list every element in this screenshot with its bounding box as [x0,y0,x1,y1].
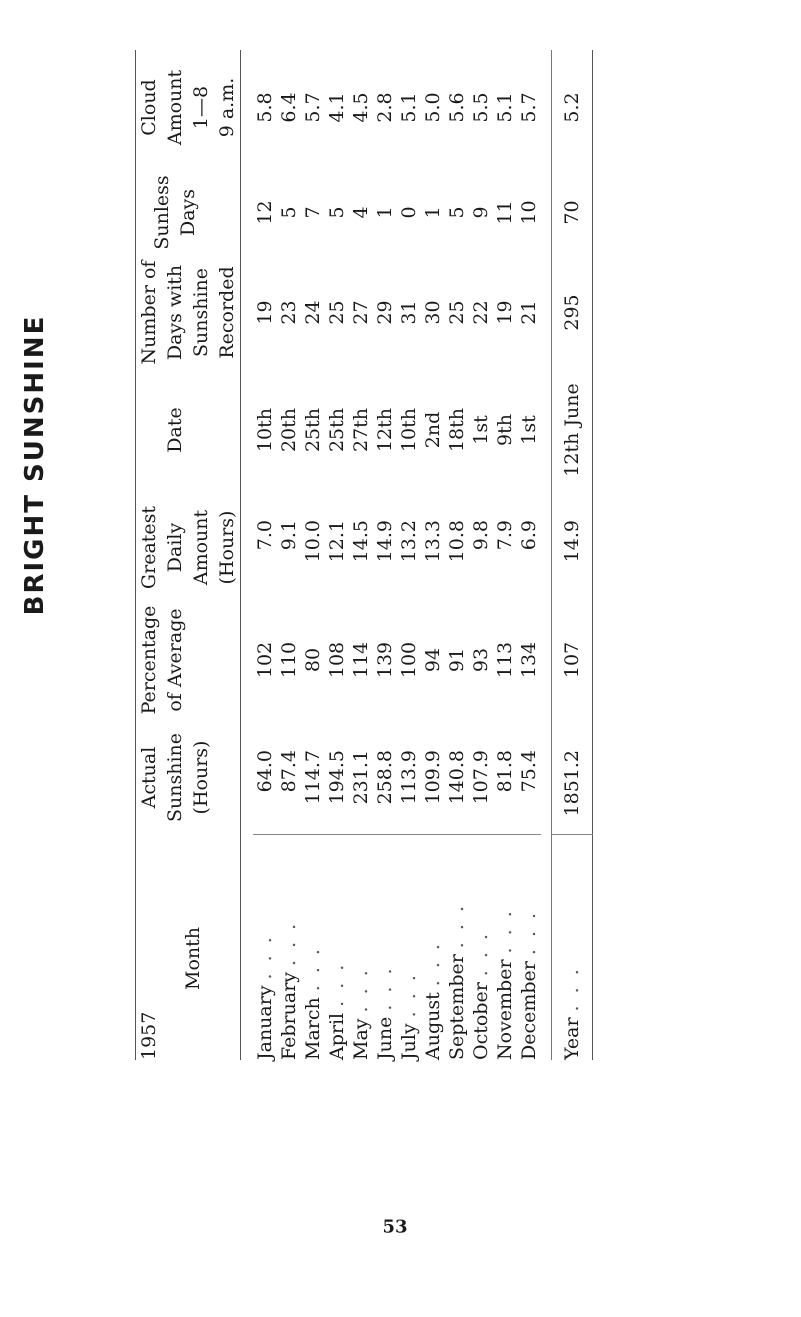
sunless-cell: 10 [517,200,540,225]
days-sunshine-cell: 25 [445,300,468,325]
cloud-cell: 2.8 [373,92,396,123]
table-row-year: Year. . . 1851.2 107 14.9 12th June 295 70 5.2 [551,50,592,1060]
table-row: August. . . 109.9 94 13.3 2nd 30 1 5.0 [421,50,445,1060]
table-row: April. . . 194.5 108 12.1 25th 25 5 4.1 [325,50,349,1060]
sunless-cell: 70 [560,200,583,225]
cloud-cell: 5.6 [445,92,468,123]
actual-cell: 113.9 [397,750,420,805]
sunless-cell: 7 [301,206,324,219]
days-sunshine-cell: 30 [421,300,444,325]
header-greatest-daily: Greatest Daily Amount (Hours) [138,505,238,590]
table-row: October. . . 107.9 93 9.8 1st 22 9 5.5 [469,50,493,1060]
date-cell: 12th [373,407,396,453]
month-cell: Year [560,1017,583,1060]
actual-cell: 109.9 [421,750,444,805]
header-sunless-days: Sunless Days [151,175,199,250]
cloud-cell: 5.5 [469,92,492,123]
month-cell: February [277,971,300,1060]
days-sunshine-cell: 27 [349,300,372,325]
month-cell: September [445,954,468,1060]
greatest-cell: 7.0 [253,520,276,551]
actual-cell: 231.1 [349,750,372,805]
table-row: December. . . 75.4 134 6.9 1st 21 10 5.7 [517,50,541,1060]
greatest-cell: 13.3 [421,520,444,563]
greatest-cell: 14.9 [373,520,396,563]
date-cell: 18th [445,407,468,453]
header-month-label: Month [182,926,204,990]
date-cell: 25th [325,407,348,453]
date-cell: 2nd [421,411,444,449]
month-cell: March [301,997,324,1060]
header-cloud-amount: Cloud Amount 1—8 9 a.m. [138,69,238,146]
date-cell: 10th [397,407,420,453]
page-number: 53 [382,1216,408,1238]
percentage-cell: 100 [397,641,420,679]
sunshine-table-rotated [135,50,655,1060]
percentage-cell: 80 [301,647,324,673]
date-cell: 1st [517,415,540,445]
actual-cell: 87.4 [277,750,300,793]
days-sunshine-cell: 23 [277,300,300,325]
days-sunshine-cell: 22 [469,300,492,325]
month-cell: August [421,992,444,1060]
days-sunshine-cell: 21 [517,300,540,325]
cloud-cell: 5.7 [517,92,540,123]
greatest-cell: 9.8 [469,520,492,551]
days-sunshine-cell: 29 [373,300,396,325]
month-cell: November [493,959,516,1060]
greatest-cell: 12.1 [325,520,348,563]
table-row: July. . . 113.9 100 13.2 10th 31 0 5.1 [397,50,421,1060]
sunless-cell: 5 [445,206,468,219]
actual-cell: 114.7 [301,750,324,805]
actual-cell: 75.4 [517,750,540,793]
actual-cell: 140.8 [445,750,468,805]
month-cell: December [517,961,540,1060]
actual-cell: 258.8 [373,750,396,805]
sunless-cell: 0 [397,206,420,219]
header-date: Date [164,407,186,453]
month-cell: April [325,1012,348,1060]
table-row: November. . . 81.8 113 7.9 9th 19 11 5.1 [493,50,517,1060]
cloud-cell: 6.4 [277,92,300,123]
month-cell: October [469,982,492,1060]
month-cell: June [373,1016,396,1060]
month-cell: July [397,1023,420,1060]
percentage-cell: 114 [349,641,372,679]
table-row: February. . . 87.4 110 9.1 20th 23 5 6.4 [277,50,301,1060]
date-cell: 25th [301,407,324,453]
sunless-cell: 9 [469,206,492,219]
sunless-cell: 5 [277,206,300,219]
sunless-cell: 4 [349,206,372,219]
greatest-cell: 10.0 [301,520,324,563]
header-month [136,835,241,1060]
header-days-with-sunshine: Number of Days with Sunshine Recorded [138,260,238,365]
percentage-cell: 134 [517,641,540,679]
percentage-cell: 107 [560,641,583,679]
actual-cell: 1851.2 [560,750,583,817]
days-sunshine-cell: 19 [493,300,516,325]
greatest-cell: 7.9 [493,520,516,551]
percentage-cell: 113 [493,641,516,679]
table-row: September. . . 140.8 91 10.8 18th 25 5 5.6 [445,50,469,1060]
greatest-cell: 13.2 [397,520,420,563]
year-label: 1957 [138,1011,160,1060]
month-cell: May [349,1018,372,1060]
cloud-cell: 5.1 [397,92,420,123]
actual-cell: 81.8 [493,750,516,793]
date-cell: 9th [493,414,516,446]
table-row: January. . . 64.0 102 7.0 10th 19 12 5.8 [253,50,277,1060]
greatest-cell: 14.9 [560,520,583,563]
date-cell: 12th June [560,383,583,477]
cloud-cell: 5.8 [253,92,276,123]
actual-cell: 107.9 [469,750,492,805]
table-row: March. . . 114.7 80 10.0 25th 24 7 5.7 [301,50,325,1060]
greatest-cell: 14.5 [349,520,372,563]
percentage-cell: 93 [469,647,492,673]
date-cell: 27th [349,407,372,453]
percentage-cell: 91 [445,647,468,673]
percentage-cell: 102 [253,641,276,679]
greatest-cell: 10.8 [445,520,468,563]
percentage-cell: 94 [421,647,444,673]
percentage-cell: 139 [373,641,396,679]
header-actual-sunshine: Actual Sunshine (Hours) [138,732,212,823]
date-cell: 10th [253,407,276,453]
actual-cell: 64.0 [253,750,276,793]
sunless-cell: 11 [493,200,516,225]
cloud-cell: 5.2 [560,92,583,123]
header-row [136,50,241,1060]
sunless-cell: 1 [421,206,444,219]
cloud-cell: 4.1 [325,92,348,123]
sunless-cell: 12 [253,200,276,225]
date-cell: 20th [277,407,300,453]
table-row: June. . . 258.8 139 14.9 12th 29 1 2.8 [373,50,397,1060]
sunshine-table [135,50,593,1060]
sunless-cell: 1 [373,206,396,219]
percentage-cell: 110 [277,641,300,679]
days-sunshine-cell: 25 [325,300,348,325]
cloud-cell: 4.5 [349,92,372,123]
actual-cell: 194.5 [325,750,348,805]
days-sunshine-cell: 19 [253,300,276,325]
header-percentage-average: Percentage of Average [138,605,186,715]
days-sunshine-cell: 24 [301,300,324,325]
days-sunshine-cell: 295 [560,294,583,331]
cloud-cell: 5.7 [301,92,324,123]
sunless-cell: 5 [325,206,348,219]
month-cell: January [253,985,276,1060]
percentage-cell: 108 [325,641,348,679]
cloud-cell: 5.1 [493,92,516,123]
days-sunshine-cell: 31 [397,300,420,325]
date-cell: 1st [469,415,492,445]
table-row: May. . . 231.1 114 14.5 27th 27 4 4.5 [349,50,373,1060]
cloud-cell: 5.0 [421,92,444,123]
page-title: BRIGHT SUNSHINE [20,314,50,616]
greatest-cell: 6.9 [517,520,540,551]
greatest-cell: 9.1 [277,520,300,551]
